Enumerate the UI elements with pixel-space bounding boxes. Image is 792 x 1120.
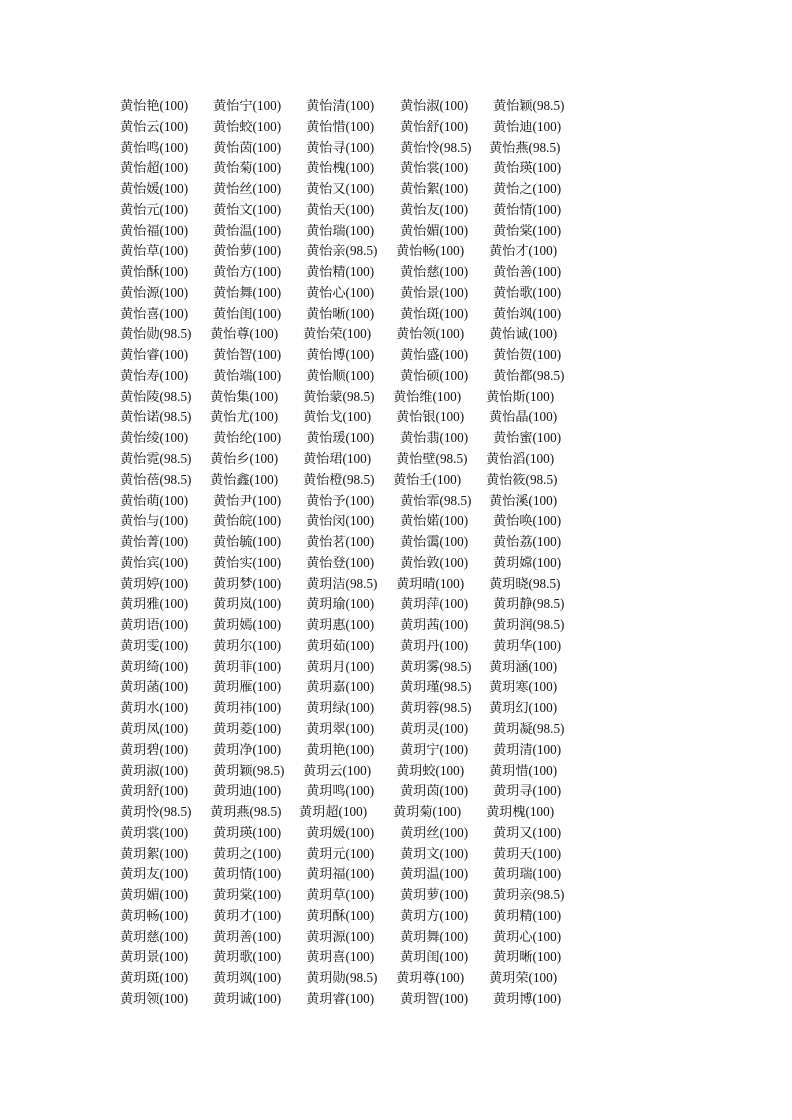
name-score-entry: 黄怡茗(100) (306, 534, 375, 550)
name-score-entry: 黄怡歌(100) (493, 284, 562, 300)
name-score-entry: 黄怡怜(98.5) (400, 139, 472, 155)
name-score-entry: 黄玥棠(100) (213, 887, 282, 903)
name-row (0, 740, 792, 761)
name-score-entry: 黄怡蓓(98.5) (120, 471, 192, 487)
name-score-entry: 黄玥惠(100) (306, 617, 375, 633)
name-score-entry: 黄怡壬(100) (393, 471, 462, 487)
name-score-entry: 黄玥茵(100) (400, 783, 469, 799)
name-score-entry: 黄怡晶(100) (489, 409, 558, 425)
name-score-entry: 黄怡珺(100) (303, 451, 372, 467)
name-score-entry: 黄怡智(100) (213, 347, 282, 363)
name-score-entry: 黄怡畅(100) (396, 243, 465, 259)
name-score-entry: 黄玥语(100) (120, 617, 189, 633)
name-row (0, 345, 792, 366)
name-score-entry: 黄怡又(100) (306, 181, 375, 197)
name-row (0, 304, 792, 325)
name-score-entry: 黄玥凤(100) (120, 720, 189, 736)
name-score-entry: 黄玥祎(100) (213, 700, 282, 716)
name-score-entry: 黄怡草(100) (120, 243, 189, 259)
name-score-entry: 黄怡与(100) (120, 513, 189, 529)
name-score-entry: 黄玥飒(100) (213, 970, 282, 986)
name-score-entry: 黄怡酥(100) (120, 264, 189, 280)
name-row (0, 117, 792, 138)
name-score-entry: 黄玥翠(100) (306, 720, 375, 736)
name-row (0, 366, 792, 387)
name-score-entry: 黄玥方(100) (400, 907, 469, 923)
name-score-entry: 黄玥雯(100) (120, 637, 189, 653)
name-score-entry: 黄怡燕(98.5) (489, 139, 561, 155)
name-score-entry: 黄怡蒙(98.5) (303, 388, 375, 404)
name-score-entry: 黄玥槐(100) (486, 804, 555, 820)
name-score-entry: 黄怡毓(100) (213, 534, 282, 550)
name-row (0, 698, 792, 719)
name-score-entry: 黄玥智(100) (400, 990, 469, 1006)
name-score-entry: 黄玥裳(100) (120, 824, 189, 840)
name-score-entry: 黄怡诺(98.5) (120, 409, 192, 425)
name-score-entry: 黄怡瑗(100) (306, 430, 375, 446)
name-score-entry: 黄怡菊(100) (213, 160, 282, 176)
name-row (0, 927, 792, 948)
name-row (0, 761, 792, 782)
name-row (0, 158, 792, 179)
name-score-entry: 黄怡清(100) (306, 98, 375, 113)
name-score-entry: 黄怡棠(100) (493, 222, 562, 238)
name-score-entry: 黄怡斑(100) (400, 305, 469, 321)
name-score-entry: 黄玥尊(100) (396, 970, 465, 986)
name-score-entry: 黄玥淑(100) (120, 762, 189, 778)
name-row (0, 594, 792, 615)
name-score-entry: 黄玥丝(100) (400, 824, 469, 840)
name-score-entry: 黄玥情(100) (213, 866, 282, 882)
name-row (0, 511, 792, 532)
name-score-entry: 黄玥源(100) (306, 928, 375, 944)
name-score-entry: 黄怡盛(100) (400, 347, 469, 363)
name-score-entry: 黄玥媛(100) (306, 824, 375, 840)
name-score-entry: 黄玥蛟(100) (396, 762, 465, 778)
name-score-entry: 黄怡寿(100) (120, 367, 189, 383)
name-score-entry: 黄玥景(100) (120, 949, 189, 965)
name-score-entry: 黄怡闺(100) (213, 305, 282, 321)
name-score-entry: 黄玥絮(100) (120, 845, 189, 861)
name-score-entry: 黄玥燕(98.5) (210, 804, 282, 820)
name-score-entry: 黄玥超(100) (299, 804, 368, 820)
name-row (0, 138, 792, 159)
name-score-entry: 黄玥灵(100) (400, 720, 469, 736)
name-score-entry: 黄玥温(100) (400, 866, 469, 882)
name-score-entry: 黄怡媚(100) (400, 222, 469, 238)
name-score-entry: 黄怡予(100) (306, 492, 375, 508)
name-score-entry: 黄怡筱(98.5) (486, 471, 558, 487)
name-score-entry: 黄怡荔(100) (493, 534, 562, 550)
name-score-entry: 黄玥惜(100) (489, 762, 558, 778)
name-score-entry: 黄玥月(100) (306, 658, 375, 674)
name-score-entry: 黄怡宁(100) (213, 98, 282, 113)
name-score-entry: 黄玥畅(100) (120, 907, 189, 923)
name-row (0, 968, 792, 989)
name-score-entry: 黄怡勋(98.5) (120, 326, 192, 342)
name-row (0, 823, 792, 844)
name-score-entry: 黄玥喜(100) (306, 949, 375, 965)
name-row (0, 221, 792, 242)
name-score-entry: 黄玥斑(100) (120, 970, 189, 986)
name-score-entry: 黄怡陵(98.5) (120, 388, 192, 404)
name-row (0, 615, 792, 636)
name-score-entry: 黄怡心(100) (306, 284, 375, 300)
name-score-entry: 黄怡温(100) (213, 222, 282, 238)
name-score-entry: 黄怡实(100) (213, 554, 282, 570)
name-score-entry: 黄玥岚(100) (213, 596, 282, 612)
name-score-entry: 黄怡尤(100) (210, 409, 279, 425)
name-score-entry: 黄怡槐(100) (306, 160, 375, 176)
name-score-entry: 黄怡绫(100) (120, 430, 189, 446)
name-row (0, 947, 792, 968)
name-score-entry: 黄玥瑛(100) (213, 824, 282, 840)
name-score-entry: 黄玥舞(100) (400, 928, 469, 944)
name-score-entry: 黄玥绿(100) (306, 700, 375, 716)
name-score-entry: 黄怡絮(100) (400, 181, 469, 197)
name-score-entry: 黄玥友(100) (120, 866, 189, 882)
name-score-entry: 黄玥云(100) (303, 762, 372, 778)
name-score-entry: 黄怡文(100) (213, 201, 282, 217)
name-score-entry: 黄怡元(100) (120, 201, 189, 217)
name-score-entry: 黄怡淑(100) (400, 98, 469, 113)
name-score-entry: 黄怡鑫(100) (210, 471, 279, 487)
name-score-entry: 黄怡博(100) (306, 347, 375, 363)
name-row (0, 802, 792, 823)
name-score-entry: 黄玥鸣(100) (306, 783, 375, 799)
name-score-entry: 黄玥酥(100) (306, 907, 375, 923)
name-score-entry: 黄玥菲(100) (213, 658, 282, 674)
name-score-entry: 黄玥慈(100) (120, 928, 189, 944)
name-score-entry: 黄怡源(100) (120, 284, 189, 300)
name-score-entry: 黄玥荣(100) (489, 970, 558, 986)
name-score-entry: 黄玥嫣(100) (213, 617, 282, 633)
name-score-entry: 黄玥茹(100) (306, 637, 375, 653)
name-score-entry: 黄玥勋(98.5) (306, 970, 378, 986)
name-score-entry: 黄怡萝(100) (213, 243, 282, 259)
name-row (0, 989, 792, 1010)
name-score-entry: 黄玥瑞(100) (493, 866, 562, 882)
name-score-entry: 黄怡都(98.5) (493, 367, 565, 383)
name-score-entry: 黄怡壁(98.5) (396, 451, 468, 467)
name-score-entry: 黄怡翡(100) (400, 430, 469, 446)
name-score-entry: 黄怡迪(100) (493, 118, 562, 134)
name-score-entry: 黄怡情(100) (493, 201, 562, 217)
name-score-entry: 黄怡善(100) (493, 264, 562, 280)
name-score-entry: 黄玥梦(100) (213, 575, 282, 591)
name-score-entry: 黄怡颖(98.5) (493, 98, 565, 113)
name-score-entry: 黄怡裳(100) (400, 160, 469, 176)
name-score-entry: 黄怡硕(100) (400, 367, 469, 383)
name-score-entry: 黄怡尹(100) (213, 492, 282, 508)
name-score-entry: 黄玥领(100) (120, 990, 189, 1006)
name-score-entry: 黄怡荣(100) (303, 326, 372, 342)
name-row (0, 844, 792, 865)
name-score-entry: 黄怡惜(100) (306, 118, 375, 134)
name-score-entry: 黄怡丝(100) (213, 181, 282, 197)
name-score-entry: 黄玥元(100) (306, 845, 375, 861)
name-score-entry: 黄玥福(100) (306, 866, 375, 882)
name-score-list (0, 96, 792, 1010)
name-score-entry: 黄玥博(100) (493, 990, 562, 1006)
name-score-entry: 黄怡舒(100) (400, 118, 469, 134)
name-score-entry: 黄怡媛(100) (120, 181, 189, 197)
name-row (0, 428, 792, 449)
name-score-entry: 黄怡寻(100) (306, 139, 375, 155)
name-score-entry: 黄怡顺(100) (306, 367, 375, 383)
name-score-entry: 黄怡精(100) (306, 264, 375, 280)
name-score-entry: 黄玥萝(100) (400, 887, 469, 903)
name-score-entry: 黄玥心(100) (493, 928, 562, 944)
name-score-entry: 黄怡福(100) (120, 222, 189, 238)
name-row (0, 283, 792, 304)
name-score-entry: 黄怡萌(100) (120, 492, 189, 508)
name-score-entry: 黄怡艳(100) (120, 98, 189, 113)
name-score-entry: 黄怡喜(100) (120, 305, 189, 321)
name-score-entry: 黄怡晰(100) (306, 305, 375, 321)
name-score-entry: 黄怡茵(100) (213, 139, 282, 155)
name-score-entry: 黄怡集(100) (210, 388, 279, 404)
name-score-entry: 黄怡睿(100) (120, 347, 189, 363)
name-score-entry: 黄玥精(100) (493, 907, 562, 923)
name-score-entry: 黄玥晰(100) (493, 949, 562, 965)
name-score-entry: 黄怡蛟(100) (213, 118, 282, 134)
name-score-entry: 黄怡超(100) (120, 160, 189, 176)
name-row (0, 262, 792, 283)
name-score-entry: 黄怡乡(100) (210, 451, 279, 467)
name-score-entry: 黄玥怜(98.5) (120, 804, 192, 820)
name-score-entry: 黄怡亲(98.5) (306, 243, 378, 259)
name-row (0, 407, 792, 428)
name-score-entry: 黄玥艳(100) (306, 741, 375, 757)
name-row (0, 719, 792, 740)
name-score-entry: 黄玥晓(98.5) (489, 575, 561, 591)
name-score-entry: 黄玥涵(100) (489, 658, 558, 674)
name-score-entry: 黄玥善(100) (213, 928, 282, 944)
name-score-entry: 黄怡银(100) (396, 409, 465, 425)
name-score-entry: 黄怡婼(100) (400, 513, 469, 529)
name-score-entry: 黄玥菊(100) (393, 804, 462, 820)
name-score-entry: 黄玥茜(100) (400, 617, 469, 633)
name-score-entry: 黄怡尊(100) (210, 326, 279, 342)
name-row (0, 470, 792, 491)
name-score-entry: 黄玥嘉(100) (306, 679, 375, 695)
name-score-entry: 黄怡维(100) (393, 388, 462, 404)
name-score-entry: 黄玥雾(98.5) (400, 658, 472, 674)
name-row (0, 657, 792, 678)
name-row (0, 387, 792, 408)
name-score-entry: 黄玥闺(100) (400, 949, 469, 965)
name-score-entry: 黄怡鸣(100) (120, 139, 189, 155)
name-score-entry: 黄玥尔(100) (213, 637, 282, 653)
name-score-entry: 黄怡飒(100) (493, 305, 562, 321)
name-row (0, 677, 792, 698)
name-score-entry: 黄玥宁(100) (400, 741, 469, 757)
name-score-entry: 黄怡闵(100) (306, 513, 375, 529)
name-score-entry: 黄怡纶(100) (213, 430, 282, 446)
name-score-entry: 黄玥水(100) (120, 700, 189, 716)
name-score-entry: 黄怡天(100) (306, 201, 375, 217)
name-score-entry: 黄怡之(100) (493, 181, 562, 197)
name-score-entry: 黄玥静(98.5) (493, 596, 565, 612)
name-row (0, 864, 792, 885)
name-score-entry: 黄怡瑛(100) (493, 160, 562, 176)
name-score-entry: 黄玥睿(100) (306, 990, 375, 1006)
name-score-entry: 黄玥才(100) (213, 907, 282, 923)
name-score-entry: 黄怡斯(100) (486, 388, 555, 404)
name-row (0, 241, 792, 262)
name-score-entry: 黄玥蓉(98.5) (400, 700, 472, 716)
name-score-entry: 黄玥润(98.5) (493, 617, 565, 633)
name-score-entry: 黄怡才(100) (489, 243, 558, 259)
name-score-entry: 黄玥洁(98.5) (306, 575, 378, 591)
name-row (0, 553, 792, 574)
name-score-entry: 黄怡霏(98.5) (400, 492, 472, 508)
name-row (0, 636, 792, 657)
name-score-entry: 黄玥丹(100) (400, 637, 469, 653)
name-score-entry: 黄怡诚(100) (489, 326, 558, 342)
name-score-entry: 黄怡宾(100) (120, 554, 189, 570)
name-score-entry: 黄怡霓(98.5) (120, 451, 192, 467)
name-score-entry: 黄玥文(100) (400, 845, 469, 861)
name-score-entry: 黄玥寒(100) (489, 679, 558, 695)
name-row (0, 906, 792, 927)
name-score-entry: 黄玥天(100) (493, 845, 562, 861)
name-score-entry: 黄玥凝(98.5) (493, 720, 565, 736)
name-row (0, 200, 792, 221)
name-row (0, 491, 792, 512)
name-score-entry: 黄玥诚(100) (213, 990, 282, 1006)
name-score-entry: 黄玥清(100) (493, 741, 562, 757)
name-score-entry: 黄怡蜜(100) (493, 430, 562, 446)
name-row (0, 449, 792, 470)
name-score-entry: 黄玥瑜(100) (306, 596, 375, 612)
name-score-entry: 黄玥歌(100) (213, 949, 282, 965)
name-score-entry: 黄玥舒(100) (120, 783, 189, 799)
name-score-entry: 黄怡贺(100) (493, 347, 562, 363)
name-score-entry: 黄怡橙(98.5) (303, 471, 375, 487)
name-score-entry: 黄玥草(100) (306, 887, 375, 903)
name-score-entry: 黄玥寻(100) (493, 783, 562, 799)
name-score-entry: 黄怡友(100) (400, 201, 469, 217)
name-score-entry: 黄玥绮(100) (120, 658, 189, 674)
name-score-entry: 黄怡领(100) (396, 326, 465, 342)
name-score-entry: 黄玥嫦(100) (493, 554, 562, 570)
name-score-entry: 黄玥又(100) (493, 824, 562, 840)
name-row (0, 532, 792, 553)
name-score-entry: 黄玥瑾(98.5) (400, 679, 472, 695)
name-score-entry: 黄怡端(100) (213, 367, 282, 383)
name-score-entry: 黄怡舞(100) (213, 284, 282, 300)
name-score-entry: 黄玥迪(100) (213, 783, 282, 799)
name-score-entry: 黄怡瑞(100) (306, 222, 375, 238)
name-score-entry: 黄玥菡(100) (120, 679, 189, 695)
name-score-entry: 黄玥幻(100) (489, 700, 558, 716)
name-score-entry: 黄玥萍(100) (400, 596, 469, 612)
name-score-entry: 黄玥雁(100) (213, 679, 282, 695)
name-score-entry: 黄怡滔(100) (486, 451, 555, 467)
name-score-entry: 黄玥雅(100) (120, 596, 189, 612)
name-score-entry: 黄怡戈(100) (303, 409, 372, 425)
name-score-entry: 黄玥碧(100) (120, 741, 189, 757)
name-score-entry: 黄怡方(100) (213, 264, 282, 280)
name-row (0, 324, 792, 345)
name-score-entry: 黄怡登(100) (306, 554, 375, 570)
name-row (0, 96, 792, 117)
name-score-entry: 黄怡云(100) (120, 118, 189, 134)
name-score-entry: 黄怡唤(100) (493, 513, 562, 529)
name-row (0, 781, 792, 802)
name-score-entry: 黄玥之(100) (213, 845, 282, 861)
name-score-entry: 黄怡慈(100) (400, 264, 469, 280)
name-score-entry: 黄玥晴(100) (396, 575, 465, 591)
name-row (0, 574, 792, 595)
name-score-entry: 黄怡霭(100) (400, 534, 469, 550)
name-score-entry: 黄怡敦(100) (400, 554, 469, 570)
name-score-entry: 黄玥颖(98.5) (213, 762, 285, 778)
name-score-entry: 黄玥婷(100) (120, 575, 189, 591)
name-row (0, 179, 792, 200)
name-score-entry: 黄怡皖(100) (213, 513, 282, 529)
name-score-entry: 黄玥媚(100) (120, 887, 189, 903)
name-row (0, 885, 792, 906)
name-score-entry: 黄玥华(100) (493, 637, 562, 653)
name-score-entry: 黄玥净(100) (213, 741, 282, 757)
name-score-entry: 黄怡溪(100) (489, 492, 558, 508)
name-score-entry: 黄玥亲(98.5) (493, 887, 565, 903)
name-score-entry: 黄怡景(100) (400, 284, 469, 300)
name-score-entry: 黄怡菁(100) (120, 534, 189, 550)
name-score-entry: 黄玥菱(100) (213, 720, 282, 736)
